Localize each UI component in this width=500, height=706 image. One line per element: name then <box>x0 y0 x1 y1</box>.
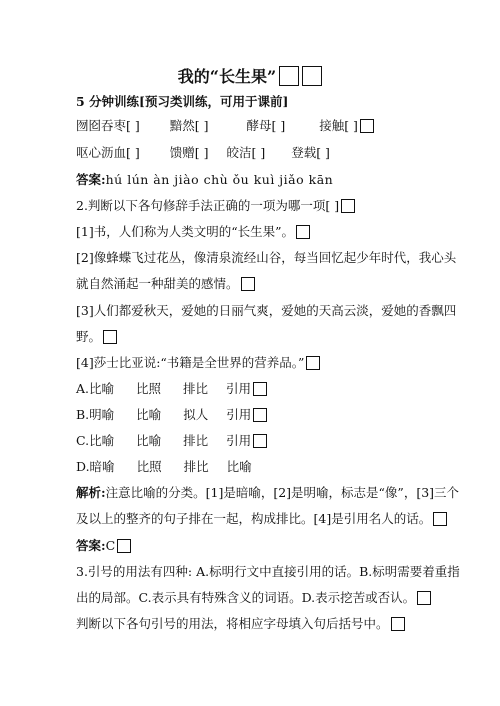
checkbox-icon <box>391 617 405 631</box>
checkbox-icon <box>279 66 299 86</box>
checkbox-icon <box>360 119 374 133</box>
title-text: 我的“长生果” <box>177 67 277 86</box>
q2-analysis-cont: 及以上的整齐的句子排在一起，构成排比。[4]是引用名人的话。 <box>76 510 447 528</box>
q2-prompt: 2.判断以下各句修辞手法正确的一项为哪一项[ ] <box>76 197 355 215</box>
checkbox-icon <box>253 408 267 422</box>
checkbox-icon <box>103 330 117 344</box>
q2-option-c: C.比喻 比喻 排比 引用 <box>76 432 267 450</box>
checkbox-icon <box>117 539 131 553</box>
q2-item-3: [3]人们都爱秋天，爱她的日丽气爽，爱她的天高云淡，爱她的香飘四 <box>76 303 457 318</box>
checkbox-icon <box>417 591 431 605</box>
q2-item-2-cont: 就自然涌起一种甜美的感情。 <box>76 275 255 293</box>
q2-option-b: B.明喻 比喻 拟人 引用 <box>76 406 267 424</box>
checkbox-icon <box>253 434 267 448</box>
checkbox-icon <box>241 277 255 291</box>
checkbox-icon <box>433 512 447 526</box>
q1-row-2: 呕心沥血[ ] 馈赠[ ] 皎洁[ ] 登载[ ] <box>76 145 330 160</box>
checkbox-icon <box>296 225 310 239</box>
checkbox-icon <box>306 356 320 370</box>
q3-line-3: 判断以下各句引号的用法，将相应字母填入句后括号中。 <box>76 615 405 633</box>
document-title <box>0 64 500 87</box>
checkbox-icon <box>341 199 355 213</box>
section-heading: 5 分钟训练[预习类训练，可用于课前] <box>76 94 289 109</box>
checkbox-icon <box>253 382 267 396</box>
q1-answer: 答案:hú lún àn jiào chù ǒu kuì jiǎo kān <box>76 172 334 187</box>
q3-line-1: 3.引号的用法有四种: A.标明行文中直接引用的话。B.标明需要着重指 <box>76 564 460 579</box>
q3-line-2: 出的局部。C.表示具有特殊含义的词语。D.表示挖苦或否认。 <box>76 589 431 607</box>
q2-item-4: [4]莎士比亚说:“书籍是全世界的营养品。” <box>76 354 320 372</box>
q2-item-2: [2]像蜂蝶飞过花丛，像清泉流经山谷，每当回忆起少年时代，我心头 <box>76 250 457 265</box>
q1-row-1: 囫囵吞枣[ ] 黯然[ ] 酵母[ ] 接触[ ] <box>76 117 374 135</box>
q2-answer: 答案:C <box>76 537 131 555</box>
q2-item-3-cont: 野。 <box>76 328 117 346</box>
q2-item-1: [1]书，人们称为人类文明的“长生果”。 <box>76 223 310 241</box>
checkbox-icon <box>302 66 322 86</box>
q2-option-a: A.比喻 比照 排比 引用 <box>76 380 267 398</box>
q2-option-d: D.暗喻 比照 排比 比喻 <box>76 459 252 474</box>
q2-analysis: 解析:注意比喻的分类。[1]是暗喻，[2]是明喻，标志是“像”，[3]三个 <box>76 485 460 500</box>
